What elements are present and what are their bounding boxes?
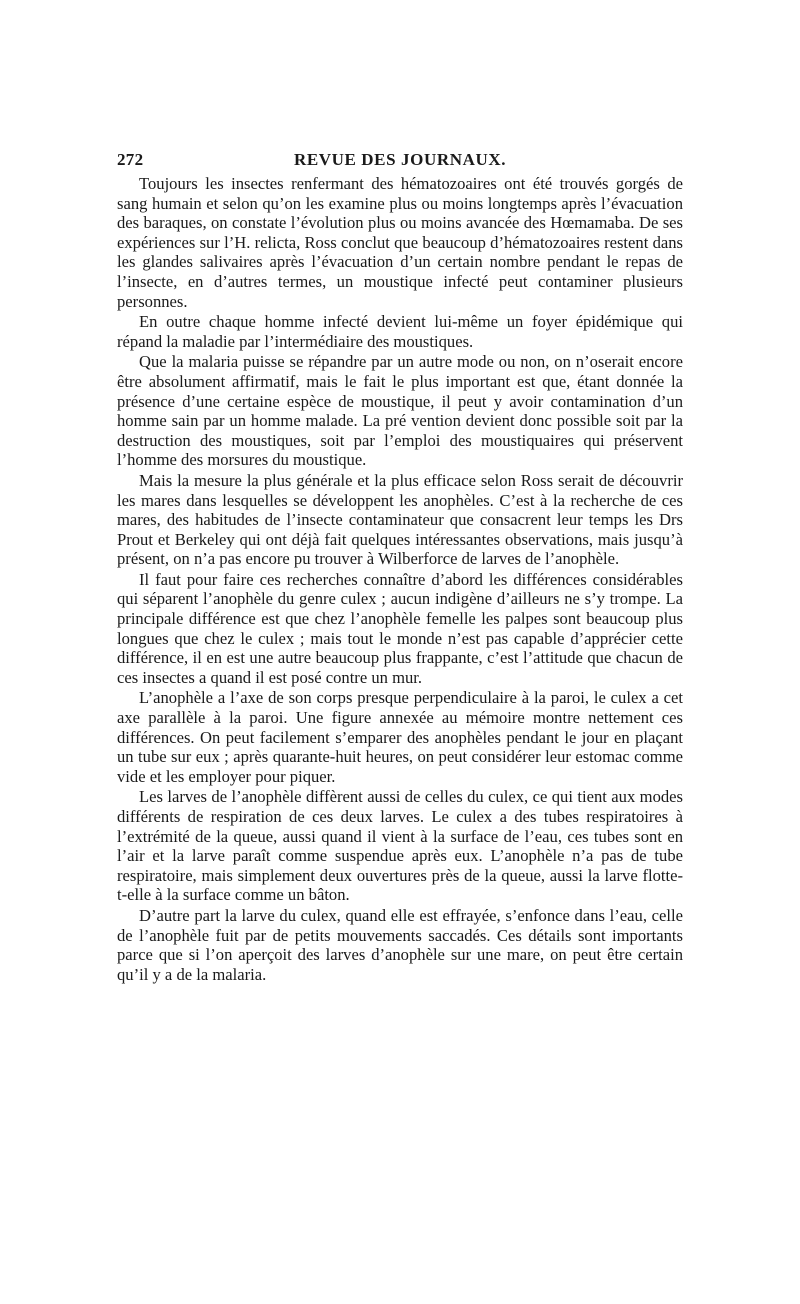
journal-title: REVUE DES JOURNAUX.	[293, 150, 507, 169]
paragraph: D’autre part la larve du culex, quand elle est effrayée, s’enfonce dans l’eau, celle de l’anophèle fuit par de petits mouvements saccadés. Ces détails sont importants parce que si l’on aperçoit des larves d’anophèle sur une mare, on peut être certain qu’il y a de la malaria.	[117, 905, 683, 984]
paragraph: Toujours les insectes renfermant des hématozoaires ont été trouvés gorgés de sang humain et selon qu’on les examine plus ou moins longtemps après l’évacuation des baraques, on constate l’évolution plus ou moins avancée des Hœmamaba. De ses expériences sur l’H. relicta, Ross conclut que beaucoup d’hématozoaires restent dans les glandes salivaires après l’évacuation d’un certain nombre pendant le repas de l’insecte, en d’autres termes, un moustique infecté peut contaminer plusieurs personnes.	[117, 174, 683, 311]
page-number: 272	[117, 150, 144, 169]
paragraph: Que la malaria puisse se répandre par un autre mode ou non, on n’oserait encore être absolument affirmatif, mais le fait le plus important est que, étant donnée la présence d’une certaine espèce de moustique, il peut y avoir contamination d’un homme sain par un homme malade. La pré vention devient donc possible soit par la destruction des moustiques, soit par l’emploi des moustiquaires qui préservent l’homme des morsures du moustique.	[117, 352, 683, 470]
paragraph: En outre chaque homme infecté devient lui-même un foyer épidémique qui répand la maladie par l’intermédiaire des moustiques.	[117, 312, 683, 351]
paragraph: L’anophèle a l’axe de son corps presque perpendiculaire à la paroi, le culex a cet axe parallèle à la paroi. Une figure annexée au mémoire montre nettement ces différences. On peut facilement s’emparer des anophèles pendant le jour en plaçant un tube sur eux ; après quarante-huit heures, on peut considérer leur estomac comme vide et les employer pour piquer.	[117, 688, 683, 786]
running-head	[117, 148, 683, 174]
paragraph: Il faut pour faire ces recherches connaître d’abord les différences considérables qui séparent l’anophèle du genre culex ; aucun indigène d’ailleurs ne s’y trompe. La principale différence est que chez l’anophèle femelle les palpes sont beaucoup plus longues que chez le culex ; mais tout le monde n’est pas capable d’apprécier cette différence, il en est une autre beaucoup plus frappante, c’est l’attitude que chacun de ces insectes a quand il est posé contre un mur.	[117, 569, 683, 687]
book-page	[117, 148, 683, 984]
paragraph: Mais la mesure la plus générale et la plus efficace selon Ross serait de découvrir les mares dans lesquelles se développent les anophèles. C’est à la recherche de ces mares, des habitudes de l’insecte contaminateur que consacrent leur temps les Drs Prout et Berkeley qui ont déjà fait quelques intéressantes observations, mais jusqu’à présent, on n’a pas encore pu trouver à Wilberforce de larves de l’anophèle.	[117, 470, 683, 569]
paragraph: Les larves de l’anophèle diffèrent aussi de celles du culex, ce qui tient aux modes différents de respiration de ces deux larves. Le culex a des tubes respiratoires à l’extrémité de la queue, aussi quand il vient à la surface de l’eau, ces tubes sont en l’air et la larve paraît comme suspendue après eux. L’anophèle n’a pas de tube respiratoire, mais simplement deux ouvertures près de la queue, aussi la larve flotte-t-elle à la surface comme un bâton.	[117, 787, 683, 905]
